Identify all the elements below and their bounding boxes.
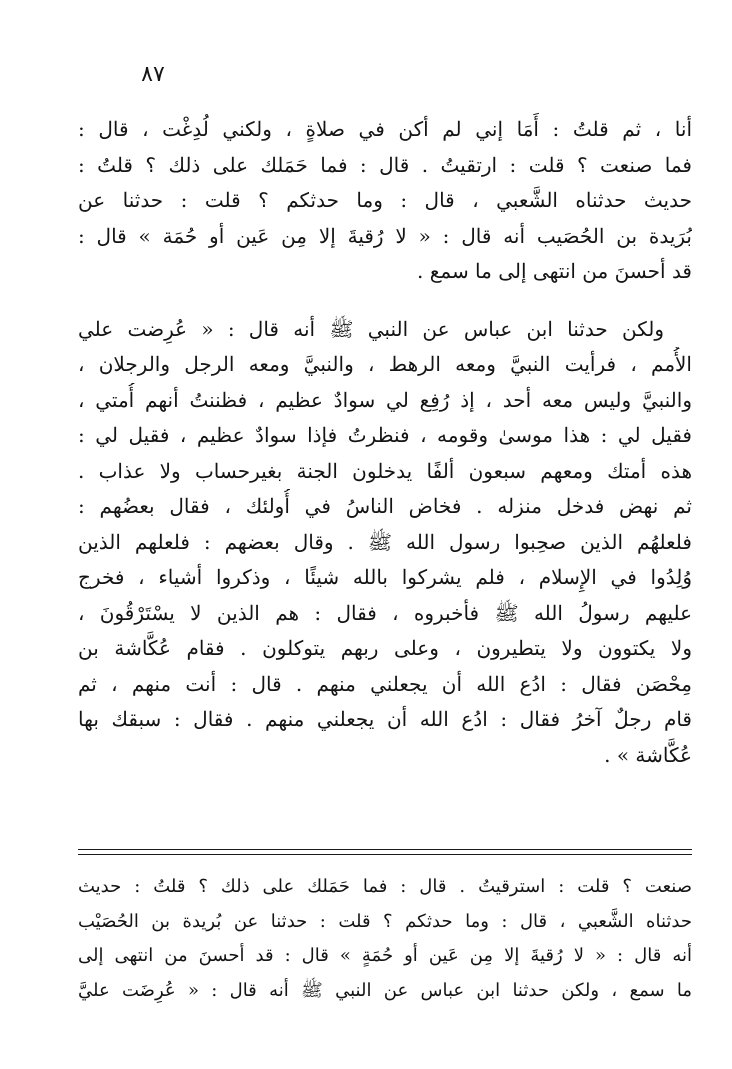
text-line: فقيل لي : هذا موسىٰ وقومه ، فنظرتُ فإذا سوادٌ عظيم ، فقيل لي : [78,423,692,447]
text-line: الأُمم ، فرأيت النبيَّ ومعه الرهط ، والنبيَّ ومعه الرجل والرجلان ، [78,352,692,376]
text-line: قد أحسنَ من انتهى إلى ما سمع . [417,259,692,283]
text-line: ولكن حدثنا ابن عباس عن النبي ﷺ أنه قال : « عُرِضت علي [78,316,664,341]
text-line: عليهم رسولُ الله ﷺ فأخبروه ، فقال : هم الذين لا يسْتَرْقُونَ ، [78,600,692,625]
footnote-line: ما سمع ، ولكن حدثنا ابن عباس عن النبي ﷺ أنه قال : « عُرِضَت عليَّ [78,979,692,1001]
footnote [78,870,692,1008]
paragraph-gap [78,290,692,312]
text-line: حديث حدثناه الشَّعبي ، قال : وما حدثكم ؟ قلت : حدثنا عن [78,188,692,212]
footnote-divider-bottom [78,854,692,855]
text-line: بُرَيدة بن الحُصَيب أنه قال : « لا رُقيةَ إلا مِن عَين أو حُمَة » قال : [78,223,692,248]
text-line: ثم نهض فدخل منزله . فخاض الناسُ في أُولئك ، فقال بعضُهم : [78,494,692,518]
text-line: وُلِدُوا في الإِسلام ، فلم يشركوا بالله شيئًا ، وذكروا أشياء ، فخرج [78,565,692,589]
paragraph-2 [78,312,692,774]
text-line: ولا يكتوون ولا يتطيرون ، وعلى ربهم يتوكلون . فقام عُكَّاشة بن [78,636,692,660]
main-text [78,112,692,773]
text-line: قام رجلٌ آخرُ فقال : ادُع الله أن يجعلني منهم . فقال : سبقك بها [78,707,692,731]
footnote-line: حدثناه الشَّعبي ، قال : وما حدثكم ؟ قلت : حدثنا عن بُريدة بن الحُصَيْب [78,910,692,932]
footnote-divider-top [78,849,692,850]
footnote-line: صنعت ؟ قلت : استرقيتُ . قال : فما حَمَلك على ذلك ؟ قلتُ : حديث [78,876,692,897]
text-line: أنا ، ثم قلتُ : أَمَا إني لم أكن في صلاةٍ ، ولكني لُدِغْت ، قال : [78,117,692,141]
text-line: فلعلهُم الذين صحِبوا رسول الله ﷺ . وقال بعضهم : فلعلهم الذين [78,529,692,554]
footnote-line: أنه قال : « لا رُقيةَ إلا مِن عَين أو حُمَةٍ » قال : قد أحسنَ من انتهى إلى [78,945,692,966]
page-number: ٨٧ [141,62,165,87]
text-line: فما صنعت ؟ قلت : ارتقيتُ . قال : فما حَمَلك على ذلك ؟ قلتُ : [78,152,692,177]
paragraph-1 [78,112,692,290]
text-line: عُكَّاشة » . [604,742,692,767]
text-line: والنبيَّ وليس معه أحد ، إذ رُفِع لي سوادٌ عظيم ، فظننتُ أنهم أُمتي ، [78,387,692,412]
text-line: هذه أمتك ومعهم سبعون ألفًا يدخلون الجنة بغيرحساب ولا عذاب . [78,458,692,483]
text-line: مِحْصَن فقال : ادُع الله أن يجعلني منهم . قال : أنت منهم ، ثم [78,671,692,696]
